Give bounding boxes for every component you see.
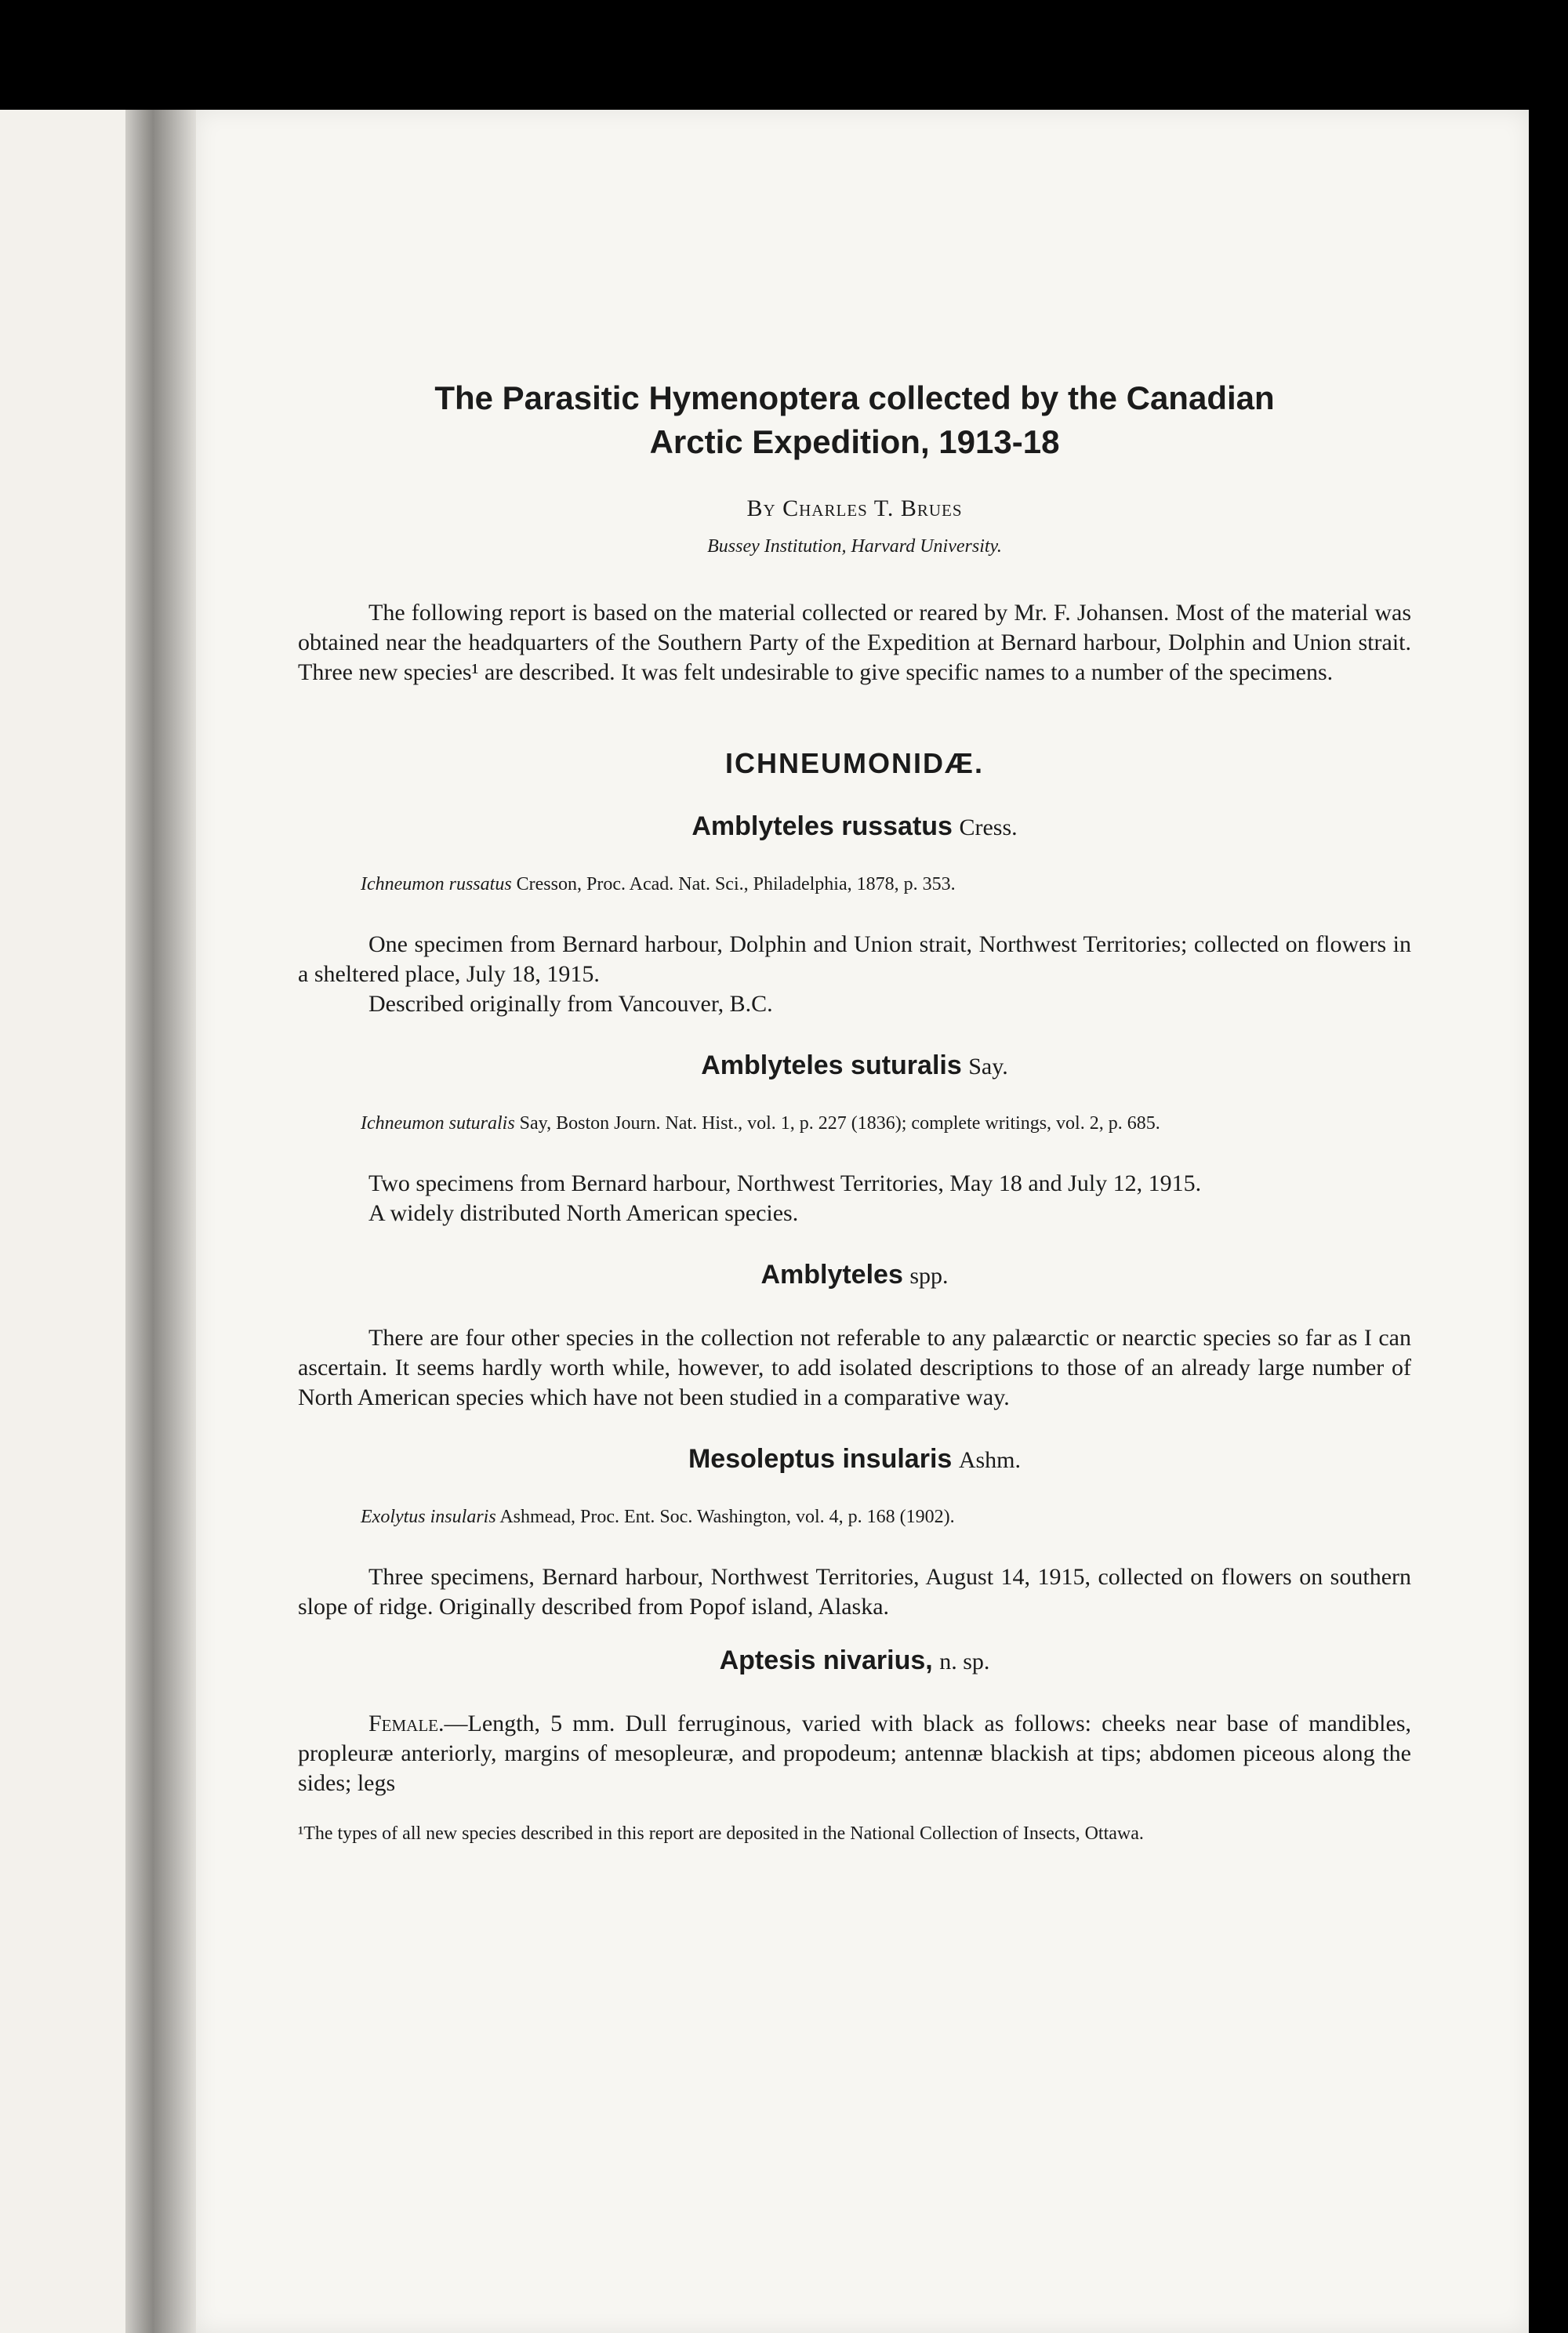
species-reference <box>298 1504 1411 1529</box>
document-page <box>196 110 1529 2333</box>
species-paragraph: Three specimens, Bernard harbour, Northwest Territories, August 14, 1915, collected on flowers on southern slope of ridge. Originally described from Popof island, Alaska. <box>298 1564 1411 1620</box>
female-label: Female. <box>368 1711 445 1736</box>
species-author: spp. <box>909 1263 949 1289</box>
species-author: Say. <box>968 1054 1008 1079</box>
species-reference <box>298 1111 1411 1136</box>
species-name: Amblyteles russatus <box>691 811 953 841</box>
species-name: Amblyteles suturalis <box>701 1050 962 1080</box>
title-line-2: Arctic Expedition, 1913-18 <box>649 423 1060 460</box>
author-byline: By Charles T. Brues <box>746 495 963 521</box>
species-paragraph: Two specimens from Bernard harbour, Northwest Territories, May 18 and July 12, 1915. <box>368 1170 1202 1196</box>
species-name: Aptesis nivarius, <box>719 1645 933 1675</box>
species-author: Cress. <box>959 815 1018 840</box>
footnote: ¹The types of all new species described in this report are deposited in the National Collection of Insects, Ottawa. <box>298 1823 1144 1844</box>
title-line-1: The Parasitic Hymenoptera collected by the Canadian <box>434 379 1275 416</box>
page-content <box>298 376 1411 1845</box>
species-heading <box>298 1444 1411 1475</box>
reference-citation: Cresson, Proc. Acad. Nat. Sci., Philadelphia, 1878, p. 353. <box>511 874 956 894</box>
species-paragraph: There are four other species in the collection not referable to any palæarctic or nearctic species so far as I can ascertain. It seems hardly worth while, however, to add isolated descriptions to those of an already large number of North American species which have not been studied in a comparative way. <box>298 1325 1411 1410</box>
reference-citation: Say, Boston Journ. Nat. Hist., vol. 1, p. 227 (1836); complete writings, vol. 2, p. 685. <box>514 1113 1160 1134</box>
female-description <box>298 1709 1411 1798</box>
reference-citation: Ashmead, Proc. Ent. Soc. Washington, vol. 4, p. 168 (1902). <box>495 1507 955 1527</box>
section-heading: ICHNEUMONIDÆ. <box>725 747 984 779</box>
intro-paragraph: The following report is based on the material collected or reared by Mr. F. Johansen. Most of the material was obtained near the headquarters of the Southern Party of the Expedition at Bernard harbour, Dolphin and Union strait. Three new species¹ are described. It was felt undesirable to give specific names to a number of the specimens. <box>298 600 1411 685</box>
species-name: Mesoleptus insularis <box>688 1444 953 1474</box>
author-affiliation: Bussey Institution, Harvard University. <box>707 536 1002 557</box>
article-title <box>298 376 1411 464</box>
reference-genus: Ichneumon suturalis <box>361 1113 515 1134</box>
species-author: n. sp. <box>939 1649 990 1674</box>
species-reference <box>298 872 1411 897</box>
facing-page-edge <box>0 110 125 2333</box>
reference-genus: Exolytus insularis <box>361 1507 496 1527</box>
book-gutter <box>125 110 204 2333</box>
reference-genus: Ichneumon russatus <box>361 874 512 894</box>
female-text: —Length, 5 mm. Dull ferruginous, varied with black as follows: cheeks near base of mandibles, propleuræ anteriorly, margins of mesopleuræ, and propodeum; antennæ blackish at tips; abdomen piceous along the sides; legs <box>298 1711 1411 1796</box>
species-author: Ashm. <box>958 1447 1021 1473</box>
species-paragraph: A widely distributed North American species. <box>368 1200 799 1226</box>
species-paragraph: One specimen from Bernard harbour, Dolphin and Union strait, Northwest Territories; collected on flowers in a sheltered place, July 18, 1915. <box>298 931 1411 987</box>
species-heading <box>298 1645 1411 1676</box>
species-name: Amblyteles <box>760 1260 903 1290</box>
species-paragraph: Described originally from Vancouver, B.C. <box>368 991 773 1017</box>
species-heading <box>298 1260 1411 1290</box>
species-heading <box>298 1050 1411 1081</box>
species-heading <box>298 811 1411 842</box>
